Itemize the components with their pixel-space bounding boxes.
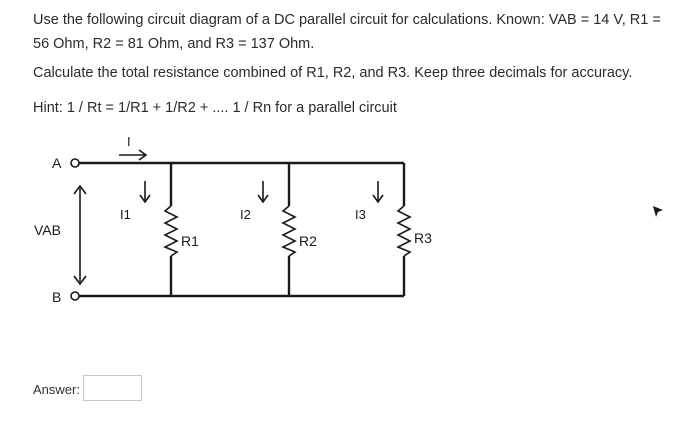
terminal-a bbox=[71, 159, 79, 167]
question-hint: Hint: 1 / Rt = 1/R1 + 1/R2 + .... 1 / Rn for a parallel circuit bbox=[33, 100, 397, 116]
answer-input[interactable] bbox=[83, 375, 142, 401]
current-i2-arrow-icon bbox=[258, 181, 268, 202]
resistor-r3-symbol bbox=[398, 206, 410, 256]
resistor-r2-symbol bbox=[283, 206, 295, 256]
voltage-arrow-icon bbox=[74, 186, 86, 284]
resistor-r1-symbol bbox=[165, 206, 177, 256]
resistor-r3-label: R3 bbox=[414, 230, 432, 246]
current-i1-arrow-icon bbox=[140, 181, 150, 202]
question-instruction: Calculate the total resistance combined of R1, R2, and R3. Keep three decimals for accuracy. bbox=[33, 65, 633, 81]
resistor-r2-label: R2 bbox=[299, 233, 317, 249]
current-total-arrow-icon bbox=[119, 150, 146, 160]
current-i3-label: I3 bbox=[355, 207, 366, 222]
node-a-label: A bbox=[52, 155, 62, 171]
current-total-label: I bbox=[127, 134, 131, 149]
current-i1-label: I1 bbox=[120, 207, 131, 222]
circuit-wires bbox=[79, 163, 404, 296]
question-line-1b: 56 Ohm, R2 = 81 Ohm, and R3 = 137 Ohm. bbox=[33, 36, 315, 52]
resistor-r1-label: R1 bbox=[181, 233, 199, 249]
answer-label: Answer: bbox=[33, 382, 80, 397]
current-i3-arrow-icon bbox=[373, 181, 383, 202]
question-line-1a: Use the following circuit diagram of a DC parallel circuit for calculations. Known: VAB = 14 V, R1 = bbox=[33, 12, 661, 28]
mouse-pointer-icon bbox=[652, 205, 664, 219]
source-label: VAB bbox=[34, 222, 61, 238]
current-i2-label: I2 bbox=[240, 207, 251, 222]
terminal-b bbox=[71, 292, 79, 300]
node-b-label: B bbox=[52, 289, 62, 305]
